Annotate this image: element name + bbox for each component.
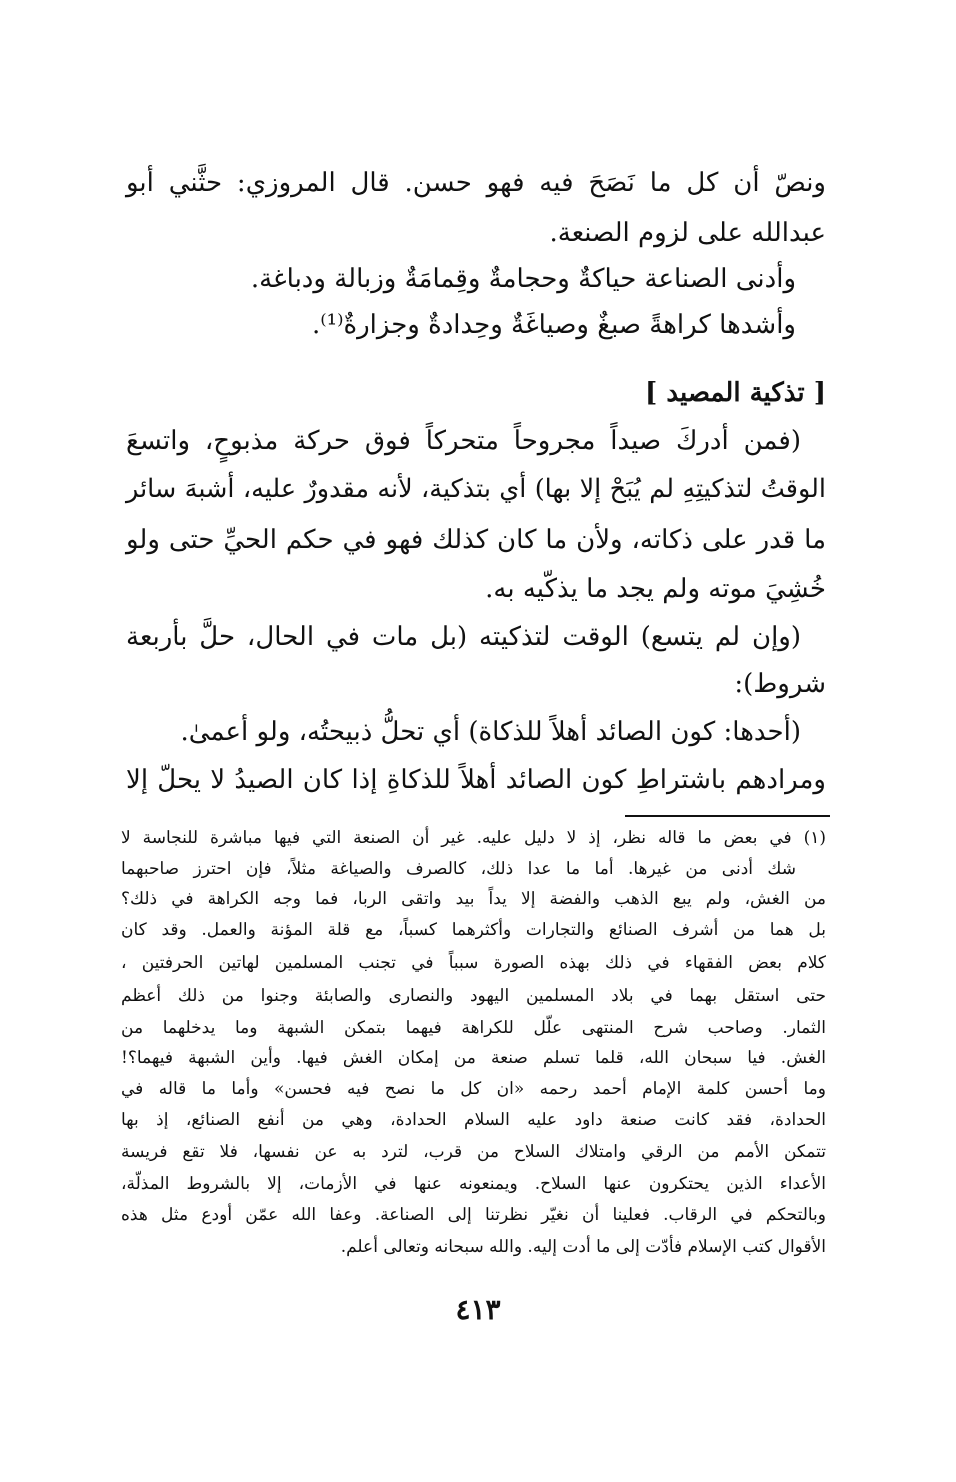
body-line-4: الوقتُ لتذكيتِهِ لم يُبَحْ إلا بها) أي بتذكية، لأنه مقدورٌ عليه، أشبهَ سائر	[126, 474, 826, 504]
body-line-1: ونصّ أن كل ما نَصَحَ فيه فهو حسن. قال المروزي: حثَّني أبو	[126, 168, 826, 198]
footnote-divider	[625, 815, 830, 817]
footnote-line-10: الحدادة، فقد كانت صنعة داود عليه السلام الحدادة، وهي من أنفع الصنائع، إذ بها	[121, 1110, 826, 1130]
body-line-3: (فمن أدركَ صيداً مجروحاً متحركاً فوق حركة مذبوحٍ، واتسعَ	[126, 426, 801, 456]
verse-line-2: وأشدها كراهةً صبغٌ وصياغَةٌ وحِدادةٌ وجزارةٌ⁽¹⁾.	[311, 310, 796, 340]
footnote-line-3: من الغش، ولم يبع الذهب والفضة إلا يداً بيد واتقى الربا، فما وجه الكراهة في ذلك؟	[121, 889, 826, 909]
body-line-5: ما قدر على ذكاته، ولأن ما كان كذلك فهو في حكم الحيِّ حتى ولو	[126, 525, 826, 555]
footnote-line-13: وبالتحكم في الرقاب. فعلينا أن نغيّر نظرتنا إلى الصناعة. وعفا الله عمّن أودع مثل هذه	[121, 1205, 826, 1225]
section-heading: [ تذكية المصيد ]	[644, 378, 826, 408]
footnote-line-6: حتى استقل بهما في بلاد المسلمين اليهود والنصارى والصابئة وجنوا من ذلك أعظم	[121, 986, 826, 1006]
footnote-line-8: الغش. فيا سبحان الله، قلما تسلم صنعة من إمكان الغش فيها. وأين الشبهة فيهما؟!	[121, 1048, 826, 1068]
footnote-line-1: (١) في بعض ما قاله نظر، إذ لا دليل عليه. غير أن الصنعة التي فيها مباشرة للنجاسة لا	[121, 828, 826, 848]
footnote-line-5: كلام بعض الفقهاء في ذلك بهذه الصورة سبباً في تجنب المسلمين لهاتين الحرفتين ،	[121, 953, 826, 973]
verse-line-1: وأدنى الصناعة حياكةٌ وحجامةٌ وقِمامَةٌ وزبالة ودباغة.	[250, 264, 796, 294]
body-line-6: خُشِيَ موته ولم يجد ما يذكّيه به.	[485, 574, 826, 604]
body-line-8: شروط):	[734, 669, 826, 699]
body-line-9: (أحدها: كون الصائد أهلاً للذكاة) أي تحلُّ ذبيحتُه، ولو أعمىٰ.	[180, 717, 801, 747]
footnote-line-2: شك أدنى من غيرها. أما ما عدا ذلك، كالصرف والصياغة مثلاً، فإن احترز صاحبهما	[121, 859, 796, 879]
body-line-10: ومرادهم باشتراطِ كون الصائد أهلاً للذكاةِ إذا كان الصيدُ لا يحلّ إلا	[126, 765, 826, 795]
body-line-2: عبدالله على لزوم الصنعة.	[549, 218, 826, 248]
page-number: ٤١٣	[455, 1293, 501, 1326]
body-line-7: (وإن لم يتسع) الوقت لتذكيته (بل مات في الحال، حلَّ بأربعة	[126, 622, 801, 652]
footnote-line-12: الأعداء الذين يحتكرون عنها السلاح. ويمنعونه عنها في الأزمات، إلا بالشروط المذلّة،	[121, 1174, 826, 1194]
footnote-line-14: الأقوال كتب الإسلام فأدّت إلى ما أدت إليه. والله سبحانه وتعالى أعلم.	[340, 1237, 826, 1257]
footnote-line-9: وما أحسن كلمة الإمام أحمد رحمه «ان كل ما نصح فيه فحسن» وأما ما قاله في	[121, 1079, 826, 1099]
footnote-line-7: الثمار. وصاحب شرح المنتهى علّل للكراهة فيهما بتمكن الشبهة وما يدخلهما من	[121, 1018, 826, 1038]
footnote-line-4: بل هما من أشرف الصنائع والتجارات وأكثرهما كسباً، مع قلة المؤنة والعمل. وقد كان	[121, 920, 826, 940]
footnote-line-11: تتمكن الأمم من الرقي وامتلاك السلاح من قرب، لترد به عن نفسها، فلا تقع فريسة	[121, 1142, 826, 1162]
